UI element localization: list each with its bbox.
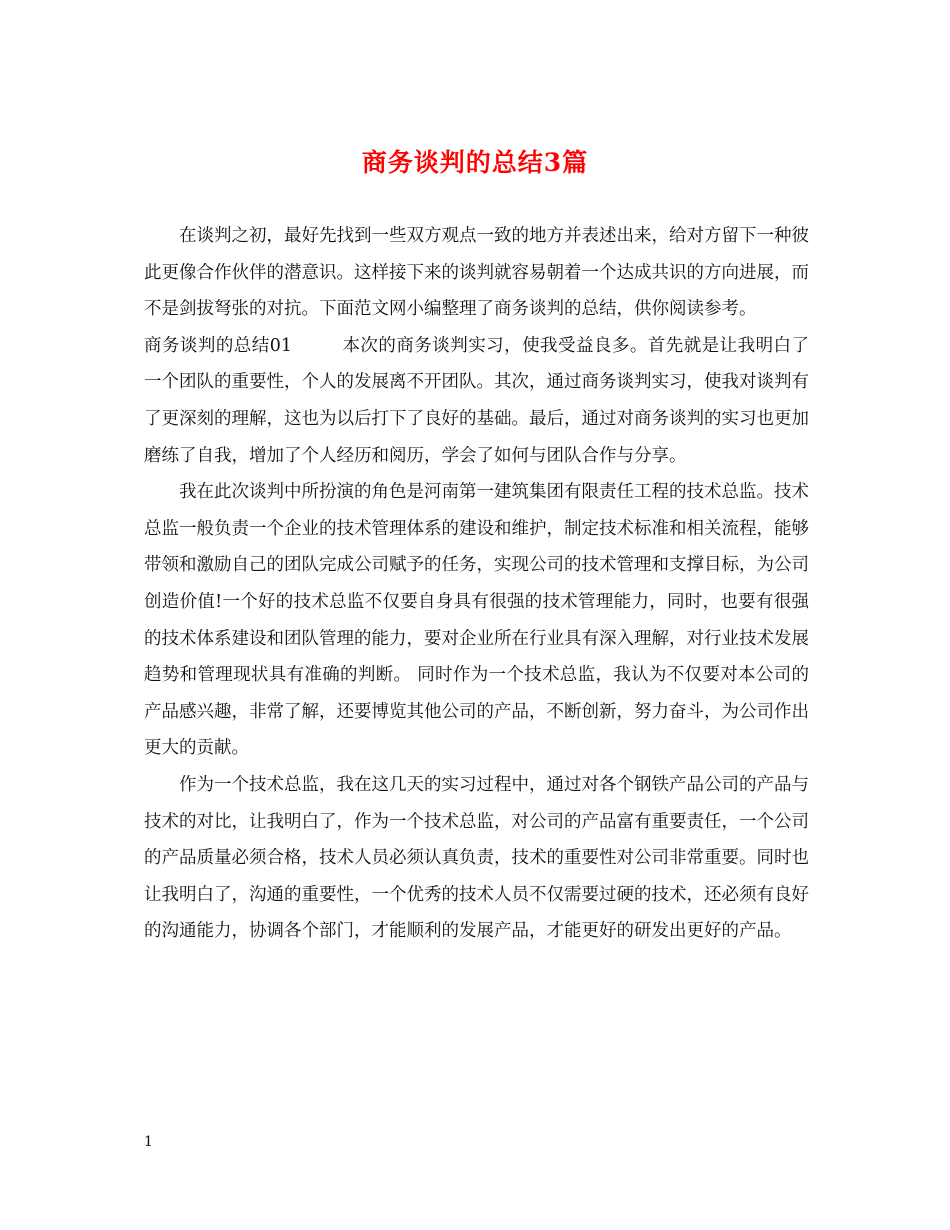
- section-body: 本次的商务谈判实习，使我受益良多。首先就是让我明白了一个团队的重要性，个人的发展离不开团队。其次，通过商务谈判实习，使我对谈判有了更深刻的理解，这也为以后打下了良好的基础。最后，通过对商务谈判的实习也更加磨练了自我，增加了个人经历和阅历，学会了如何与团队合作与分享。: [144, 335, 809, 466]
- document-title: 商务谈判的总结3篇: [361, 148, 589, 177]
- intro-paragraph: 在谈判之初，最好先找到一些双方观点一致的地方并表述出来，给对方留下一种彼此更像合作伙伴的潜意识。这样接下来的谈判就容易朝着一个达成共识的方向进展，而不是剑拔弩张的对抗。下面范文网小编整理了商务谈判的总结，供你阅读参考。: [144, 226, 809, 320]
- section-paragraph: [144, 328, 809, 474]
- reflection-paragraph: 作为一个技术总监，我在这几天的实习过程中，通过对各个钢铁产品公司的产品与技术的对比，让我明白了，作为一个技术总监，对公司的产品富有重要责任，一个公司的产品质量必须合格，技术人员必须认真负责，技术的重要性对公司非常重要。同时也让我明白了，沟通的重要性，一个优秀的技术人员不仅需要过硬的技术，还必须有良好的沟通能力，协调各个部门，才能顺利的发展产品，才能更好的研发出更好的产品。: [144, 774, 809, 942]
- role-paragraph: 我在此次谈判中所扮演的角色是河南第一建筑集团有限责任工程的技术总监。技术总监一般负责一个企业的技术管理体系的建设和维护，制定技术标准和相关流程，能够带领和激励自己的团队完成公司赋予的任务，实现公司的技术管理和支撑目标，为公司创造价值!一个好的技术总监不仅要自身具有很强的技术管理能力，同时，也要有很强的技术体系建设和团队管理的能力，要对企业所在行业具有深入理解，对行业技术发展趋势和管理现状具有准确的判断。 同时作为一个技术总监，我认为不仅要对本公司的产品感兴趣，非常了解，还要博览其他公司的产品，不断创新，努力奋斗，为公司作出更大的贡献。: [144, 482, 809, 759]
- document-body: [144, 218, 809, 950]
- section-label: 商务谈判的总结01: [144, 335, 292, 356]
- page-number: 1: [144, 1134, 153, 1150]
